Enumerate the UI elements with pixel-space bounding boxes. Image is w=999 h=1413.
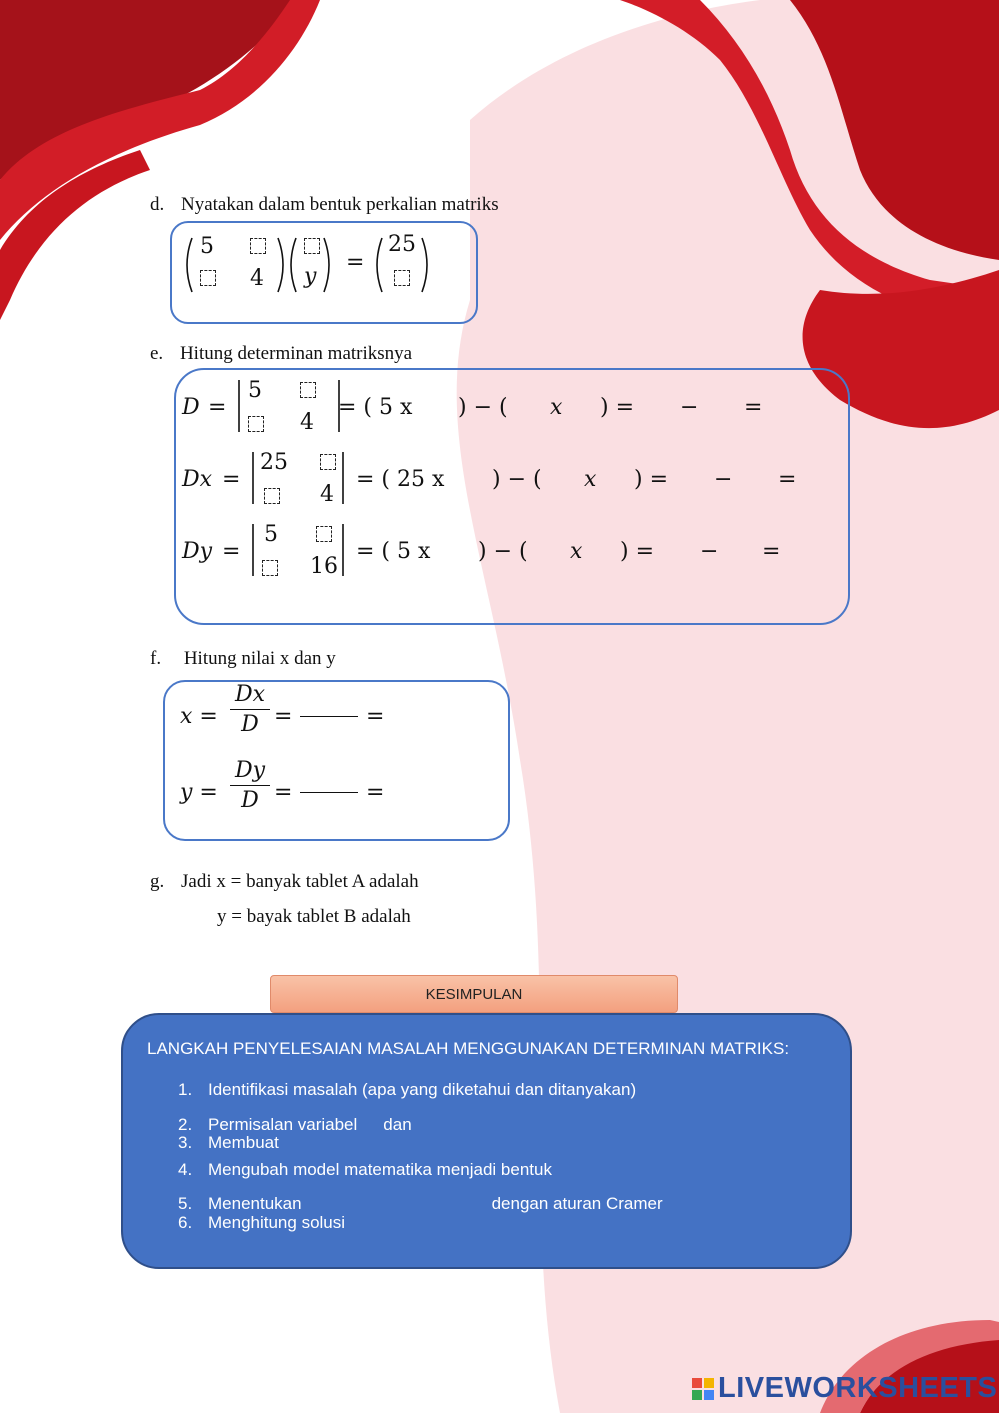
matrix-equation xyxy=(180,230,440,300)
step-text: Menentukan xyxy=(208,1194,302,1214)
y-lhs: y = xyxy=(180,780,218,805)
matrix-a22: 4 xyxy=(250,266,264,291)
x-numerator: Dx xyxy=(234,682,266,707)
det-c-input[interactable] xyxy=(248,416,264,432)
section-d-letter: d. xyxy=(150,194,165,215)
x-lhs: x = xyxy=(180,704,218,729)
list-item xyxy=(178,1183,663,1214)
det-b-input[interactable] xyxy=(316,526,332,542)
list-item xyxy=(178,1210,663,1237)
det-b-input[interactable] xyxy=(320,454,336,470)
y-frac-bar xyxy=(230,785,270,786)
det-equals: = xyxy=(208,395,227,420)
section-g-line2: y = bayak tablet B adalah xyxy=(217,906,411,927)
det-d: 16 xyxy=(310,554,338,579)
x-denominator: D xyxy=(241,712,259,737)
y-answer-blank[interactable] xyxy=(300,792,358,793)
logo-mark-icon xyxy=(692,1378,714,1400)
det-mid: ) − ( xyxy=(492,467,542,492)
steps-list xyxy=(178,1077,663,1237)
step-number: 4. xyxy=(178,1159,193,1179)
kesimpulan-button[interactable]: KESIMPULAN xyxy=(270,975,678,1013)
x-eq2: = xyxy=(366,704,385,729)
result-r1: 25 xyxy=(388,232,416,257)
vector-y: y xyxy=(304,264,317,289)
section-d-heading xyxy=(150,194,499,216)
det-x: x xyxy=(584,467,597,492)
det-c-input[interactable] xyxy=(262,560,278,576)
step-text: Menghitung solusi xyxy=(208,1212,346,1232)
logo-text: LIVEWORKSHEETS xyxy=(718,1372,998,1404)
step-tail: dan xyxy=(383,1114,412,1134)
y-eq1: = xyxy=(274,780,293,805)
det-end: ) = xyxy=(620,539,655,564)
result-r2-input[interactable] xyxy=(394,270,410,286)
section-g-line1 xyxy=(150,871,419,893)
kesimpulan-heading: LANGKAH PENYELESAIAN MASALAH MENGGUNAKAN DETERMINAN MATRIKS: xyxy=(147,1039,790,1058)
x-eq1: = xyxy=(274,704,293,729)
step-text: Membuat xyxy=(208,1133,279,1153)
step-number: 3. xyxy=(178,1133,193,1153)
matrix-a21-input[interactable] xyxy=(200,270,216,286)
det-end: ) = xyxy=(600,395,635,420)
section-e-heading xyxy=(150,343,412,365)
det-final-equals: = xyxy=(762,539,781,564)
section-g-letter: g. xyxy=(150,871,165,892)
equals-sign: = xyxy=(346,250,365,275)
y-formula xyxy=(180,758,420,824)
section-f-letter: f. xyxy=(150,648,162,669)
det-label: D xyxy=(182,395,200,420)
det-a: 5 xyxy=(264,522,278,547)
determinant-row-Dx xyxy=(182,450,832,512)
matrix-a11: 5 xyxy=(200,234,214,259)
section-f-heading xyxy=(150,648,336,670)
x-answer-blank[interactable] xyxy=(300,716,358,717)
liveworksheets-logo xyxy=(692,1372,997,1405)
section-d-title: Nyatakan dalam bentuk perkalian matriks xyxy=(181,194,499,215)
x-fraction xyxy=(230,682,270,737)
det-left: = ( 5 x xyxy=(356,539,431,564)
y-denominator: D xyxy=(241,788,259,813)
x-frac-bar xyxy=(230,709,270,710)
determinant-row-D xyxy=(182,378,832,440)
step-text: Identifikasi masalah (apa yang diketahui dan ditanyakan) xyxy=(208,1080,637,1099)
x-formula xyxy=(180,682,420,748)
y-fraction xyxy=(230,758,270,813)
det-label: Dy xyxy=(182,539,213,564)
list-item xyxy=(178,1077,663,1104)
list-item xyxy=(178,1130,663,1157)
det-mid: ) − ( xyxy=(458,395,508,420)
det-left: = ( 25 x xyxy=(356,467,445,492)
list-item xyxy=(178,1104,663,1134)
section-g-text1: Jadi x = banyak tablet A adalah xyxy=(181,871,419,892)
step-number: 6. xyxy=(178,1212,193,1232)
step-number: 5. xyxy=(178,1194,193,1214)
step-text: Permisalan variabel xyxy=(208,1114,358,1134)
det-c-input[interactable] xyxy=(264,488,280,504)
det-d: 4 xyxy=(300,410,314,435)
section-e-letter: e. xyxy=(150,343,164,364)
det-left: = ( 5 x xyxy=(338,395,413,420)
det-end: ) = xyxy=(634,467,669,492)
step-text: Mengubah model matematika menjadi bentuk xyxy=(208,1159,552,1179)
det-final-equals: = xyxy=(778,467,797,492)
determinant-row-Dy xyxy=(182,522,832,584)
det-minus: − xyxy=(700,539,719,564)
matrix-a12-input[interactable] xyxy=(250,238,266,254)
y-numerator: Dy xyxy=(234,758,266,783)
det-final-equals: = xyxy=(744,395,763,420)
y-eq2: = xyxy=(366,780,385,805)
section-f-title: Hitung nilai x dan y xyxy=(183,648,336,669)
det-b-input[interactable] xyxy=(300,382,316,398)
section-e-title: Hitung determinan matriksnya xyxy=(179,343,413,364)
det-minus: − xyxy=(714,467,733,492)
det-minus: − xyxy=(680,395,699,420)
kesimpulan-panel xyxy=(121,1013,852,1269)
det-mid: ) − ( xyxy=(478,539,528,564)
list-item xyxy=(178,1157,663,1184)
step-5-blank[interactable] xyxy=(302,1183,492,1209)
det-x: x xyxy=(550,395,563,420)
det-d: 4 xyxy=(320,482,334,507)
vector-x-input[interactable] xyxy=(304,238,320,254)
step-number: 2. xyxy=(178,1114,193,1134)
det-equals: = xyxy=(222,539,241,564)
det-label: Dx xyxy=(182,467,213,492)
step-2-blank-1[interactable] xyxy=(357,1104,383,1130)
step-tail: dengan aturan Cramer xyxy=(491,1194,663,1214)
det-equals: = xyxy=(222,467,241,492)
det-a: 25 xyxy=(260,450,288,475)
det-a: 5 xyxy=(248,378,262,403)
step-number: 1. xyxy=(178,1080,193,1099)
det-x: x xyxy=(570,539,583,564)
